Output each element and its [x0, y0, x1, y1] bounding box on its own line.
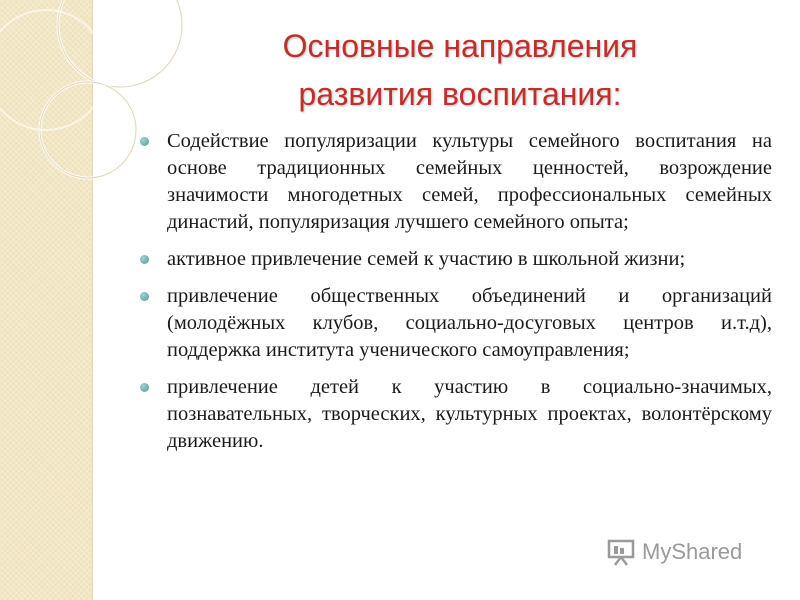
title-line-2: развития воспитания:	[298, 76, 622, 112]
presentation-board-icon	[606, 537, 636, 567]
list-item-text: привлечение детей к участию в социально-значимых, познавательных, творческих, культурных проектах, волонтёрскому движению.	[167, 376, 772, 452]
list-item-text: активное привлечение семей к участию в школьной жизни;	[167, 248, 686, 270]
watermark	[606, 537, 742, 567]
list-item-text: привлечение общественных объединений и организаций (молодёжных клубов, социально-досуговых центров и.т.д), поддержка института ученического самоуправления;	[167, 285, 772, 361]
slide-title	[160, 22, 760, 118]
bullet-icon	[140, 255, 149, 264]
list-item-text: Содействие популяризации культуры семейного воспитания на основе традиционных семейных ценностей, возрождение значимости многодетных семей, профессиональных семейных династий, популяризация лучшего семейного опыта;	[167, 130, 772, 233]
bullet-icon	[140, 383, 149, 392]
list-item	[140, 283, 772, 364]
list-item	[140, 246, 772, 273]
bullet-list	[140, 128, 772, 465]
title-line-1: Основные направления	[282, 28, 638, 64]
watermark-text: MyShared	[642, 539, 743, 564]
list-item	[140, 128, 772, 236]
bullet-icon	[140, 292, 149, 301]
decorative-side-band	[0, 0, 93, 600]
bullet-icon	[140, 137, 149, 146]
list-item	[140, 374, 772, 455]
